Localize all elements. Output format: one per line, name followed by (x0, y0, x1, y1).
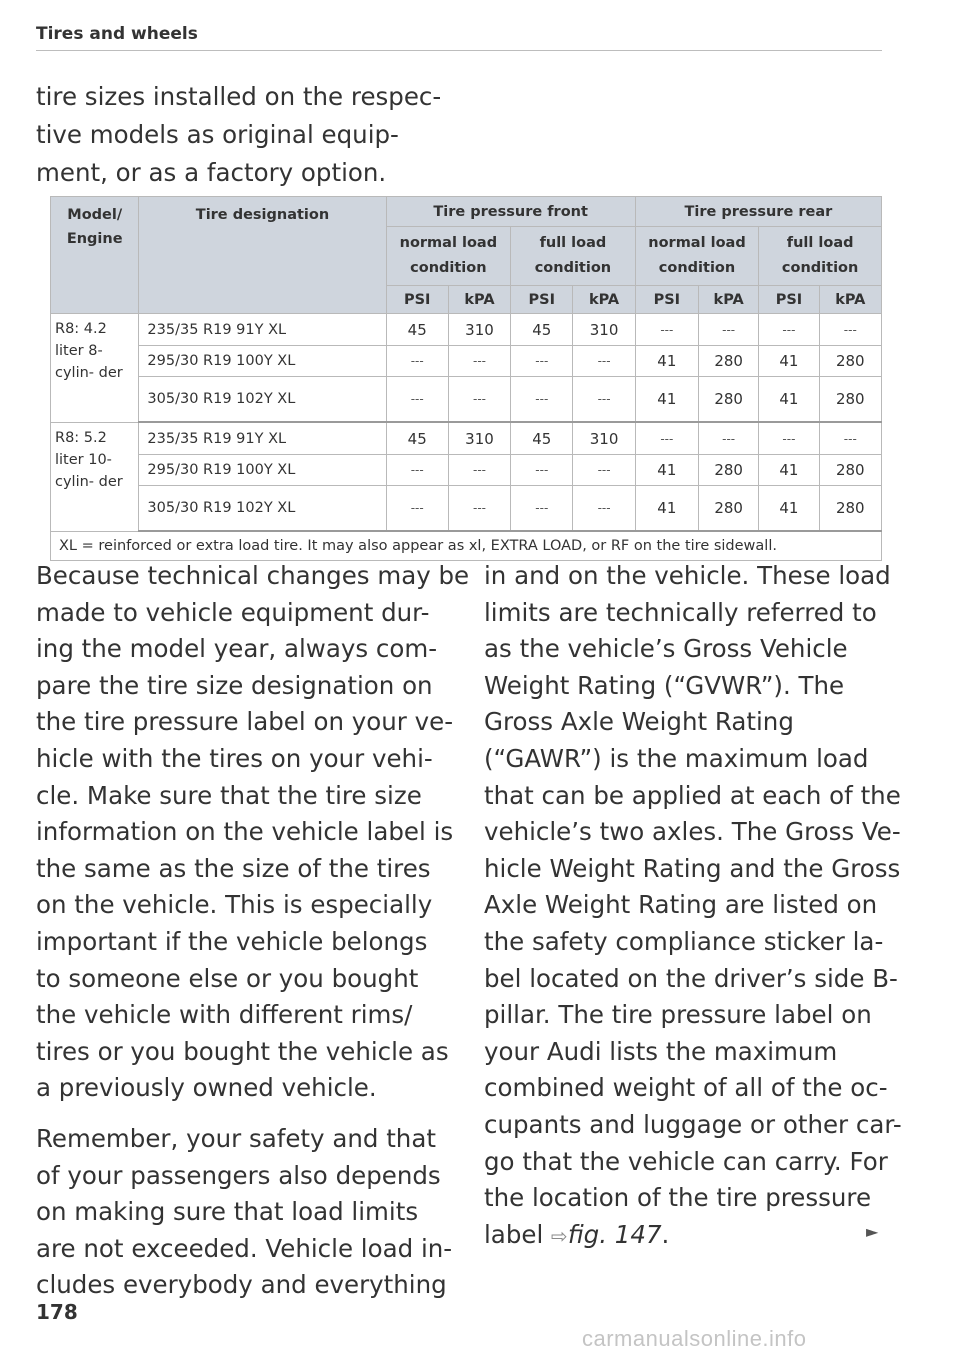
pressure-cell: 41 (635, 486, 698, 532)
pressure-cell: 41 (635, 377, 698, 423)
intro-line: tive models as original equip- (36, 120, 399, 149)
tire-designation-cell: 305/30 R19 102Y XL (139, 377, 386, 423)
watermark: carmanualsonline.info (582, 1326, 807, 1351)
pressure-cell: --- (386, 455, 448, 486)
pressure-cell: 45 (386, 314, 448, 346)
col-header-rear-normal: normal load condition (635, 227, 759, 286)
text-line: Axle Weight Rating are listed on (484, 890, 878, 920)
text-line: cludes everybody and everything (36, 1270, 447, 1300)
section-title: Tires and wheels (36, 24, 198, 44)
pressure-cell: --- (759, 422, 819, 455)
text-line: the vehicle with different rims/ (36, 1000, 413, 1030)
pressure-cell: 41 (759, 377, 819, 423)
unit-kpa: kPA (448, 286, 510, 314)
pressure-cell: --- (386, 346, 448, 377)
text-line: Weight Rating (“GVWR”). The (484, 670, 845, 700)
text-line: vehicle’s two axles. The Gross Ve- (484, 817, 901, 847)
body-column-left (36, 558, 470, 1304)
text-line: information on the vehicle label is (36, 817, 454, 847)
col-header-front-full: full load condition (511, 227, 636, 286)
pressure-cell: --- (699, 422, 759, 455)
pressure-cell: 310 (448, 314, 510, 346)
header-divider (36, 50, 882, 51)
continued-arrow-icon: ► (866, 1222, 879, 1241)
text-line: are not exceeded. Vehicle load in- (36, 1233, 453, 1263)
text-fragment: . (661, 1219, 670, 1249)
col-header-front-normal: normal load condition (386, 227, 511, 286)
pressure-cell: --- (386, 377, 448, 423)
table-footnote-row (51, 531, 882, 561)
text-line: made to vehicle equipment dur- (36, 597, 430, 627)
text-line: pare the tire size designation on (36, 670, 433, 700)
text-line: your Audi lists the maximum (484, 1036, 838, 1066)
table-row (51, 486, 882, 532)
text-line: the tire pressure label on your ve- (36, 707, 454, 737)
pressure-cell: 280 (819, 486, 881, 532)
page-number: 178 (36, 1300, 78, 1324)
text-line: limits are technically referred to (484, 597, 877, 627)
pressure-cell: --- (819, 314, 881, 346)
pressure-cell: 280 (699, 346, 759, 377)
pressure-cell: --- (573, 346, 635, 377)
cross-reference-arrow-icon: ⇨ (551, 1223, 568, 1248)
pressure-cell: 45 (511, 422, 573, 455)
tire-designation-cell: 235/35 R19 91Y XL (139, 422, 386, 455)
pressure-cell: 45 (511, 314, 573, 346)
unit-psi: PSI (386, 286, 448, 314)
tire-designation-cell: 305/30 R19 102Y XL (139, 486, 386, 532)
text-line: on making sure that load limits (36, 1197, 419, 1227)
pressure-cell: 280 (819, 455, 881, 486)
pressure-cell: --- (511, 346, 573, 377)
text-line: Because technical changes may be (36, 561, 470, 590)
unit-psi: PSI (759, 286, 819, 314)
pressure-cell: --- (511, 455, 573, 486)
text-line: on the vehicle. This is especially (36, 890, 433, 920)
pressure-cell: 41 (635, 455, 698, 486)
unit-kpa: kPA (819, 286, 881, 314)
text-line: (“GAWR”) is the maximum load (484, 743, 869, 773)
text-line: bel located on the driver’s side B- (484, 963, 898, 993)
text-fragment: label (484, 1219, 552, 1249)
text-line: the location of the tire pressure (484, 1183, 872, 1213)
pressure-cell: --- (759, 314, 819, 346)
pressure-cell: --- (635, 422, 698, 455)
body-column-right (484, 558, 902, 1254)
text-line: a previously owned vehicle. (36, 1073, 377, 1103)
pressure-cell: 41 (759, 486, 819, 532)
pressure-cell: --- (448, 486, 510, 532)
pressure-cell: --- (448, 455, 510, 486)
pressure-cell: --- (448, 346, 510, 377)
unit-psi: PSI (511, 286, 573, 314)
pressure-cell: --- (573, 377, 635, 423)
text-line: the safety compliance sticker la- (484, 926, 884, 956)
pressure-cell: 280 (699, 377, 759, 423)
pressure-cell: --- (819, 422, 881, 455)
tire-pressure-table (50, 196, 882, 561)
model-engine-cell: R8: 5.2 liter 10-cylin- der (51, 422, 139, 531)
paragraph-gap (36, 1107, 466, 1121)
pressure-cell: --- (448, 377, 510, 423)
pressure-cell: --- (386, 486, 448, 532)
text-line: cle. Make sure that the tire size (36, 780, 422, 810)
table-row (51, 346, 882, 377)
text-line: Remember, your safety and that (36, 1123, 436, 1153)
col-header-pressure-rear: Tire pressure rear (635, 197, 881, 227)
text-line: in and on the vehicle. These load (484, 561, 891, 590)
text-line: go that the vehicle can carry. For (484, 1146, 888, 1176)
text-line: cupants and luggage or other car- (484, 1109, 902, 1139)
text-line: important if the vehicle belongs (36, 926, 428, 956)
figure-reference-link[interactable]: fig. 147 (567, 1219, 662, 1249)
unit-kpa: kPA (699, 286, 759, 314)
col-header-rear-full: full load condition (759, 227, 882, 286)
text-line: ing the model year, always com- (36, 634, 438, 664)
text-line: of your passengers also depends (36, 1160, 441, 1190)
table-row (51, 377, 882, 423)
pressure-cell: 280 (699, 486, 759, 532)
text-line: combined weight of all of the oc- (484, 1073, 888, 1103)
col-header-tire-designation: Tire designation (139, 197, 386, 314)
text-line: as the vehicle’s Gross Vehicle (484, 634, 848, 664)
tire-designation-cell: 295/30 R19 100Y XL (139, 346, 386, 377)
pressure-cell: 310 (573, 422, 635, 455)
intro-line: tire sizes installed on the respec- (36, 82, 442, 111)
text-line: that can be applied at each of the (484, 780, 901, 810)
pressure-cell: 280 (819, 346, 881, 377)
pressure-cell: --- (573, 455, 635, 486)
pressure-cell: --- (511, 486, 573, 532)
text-line: to someone else or you bought (36, 963, 419, 993)
model-engine-cell: R8: 4.2 liter 8-cylin- der (51, 314, 139, 423)
pressure-cell: --- (511, 377, 573, 423)
pressure-cell: 310 (573, 314, 635, 346)
tire-designation-cell: 235/35 R19 91Y XL (139, 314, 386, 346)
pressure-cell: 41 (759, 346, 819, 377)
pressure-cell: --- (699, 314, 759, 346)
intro-paragraph (36, 78, 456, 192)
pressure-cell: --- (635, 314, 698, 346)
pressure-cell: 45 (386, 422, 448, 455)
table-row (51, 455, 882, 486)
text-line: hicle Weight Rating and the Gross (484, 853, 901, 883)
text-line-with-reference (484, 1217, 894, 1255)
col-header-model: Model/ Engine (51, 197, 139, 314)
intro-line: ment, or as a factory option. (36, 158, 387, 187)
table-row (51, 314, 882, 346)
text-line: hicle with the tires on your vehi- (36, 743, 433, 773)
unit-psi: PSI (635, 286, 698, 314)
text-line: pillar. The tire pressure label on (484, 1000, 872, 1030)
text-line: tires or you bought the vehicle as (36, 1036, 449, 1066)
pressure-cell: 41 (635, 346, 698, 377)
pressure-cell: 280 (699, 455, 759, 486)
unit-kpa: kPA (573, 286, 635, 314)
pressure-cell: 310 (448, 422, 510, 455)
tire-designation-cell: 295/30 R19 100Y XL (139, 455, 386, 486)
text-line: Gross Axle Weight Rating (484, 707, 794, 737)
table-row (51, 422, 882, 455)
pressure-cell: 280 (819, 377, 881, 423)
text-line: the same as the size of the tires (36, 853, 431, 883)
pressure-cell: --- (573, 486, 635, 532)
pressure-cell: 41 (759, 455, 819, 486)
table-footnote: XL = reinforced or extra load tire. It may also appear as xl, EXTRA LOAD, or RF on the tire sidewall. (51, 531, 882, 561)
col-header-pressure-front: Tire pressure front (386, 197, 635, 227)
